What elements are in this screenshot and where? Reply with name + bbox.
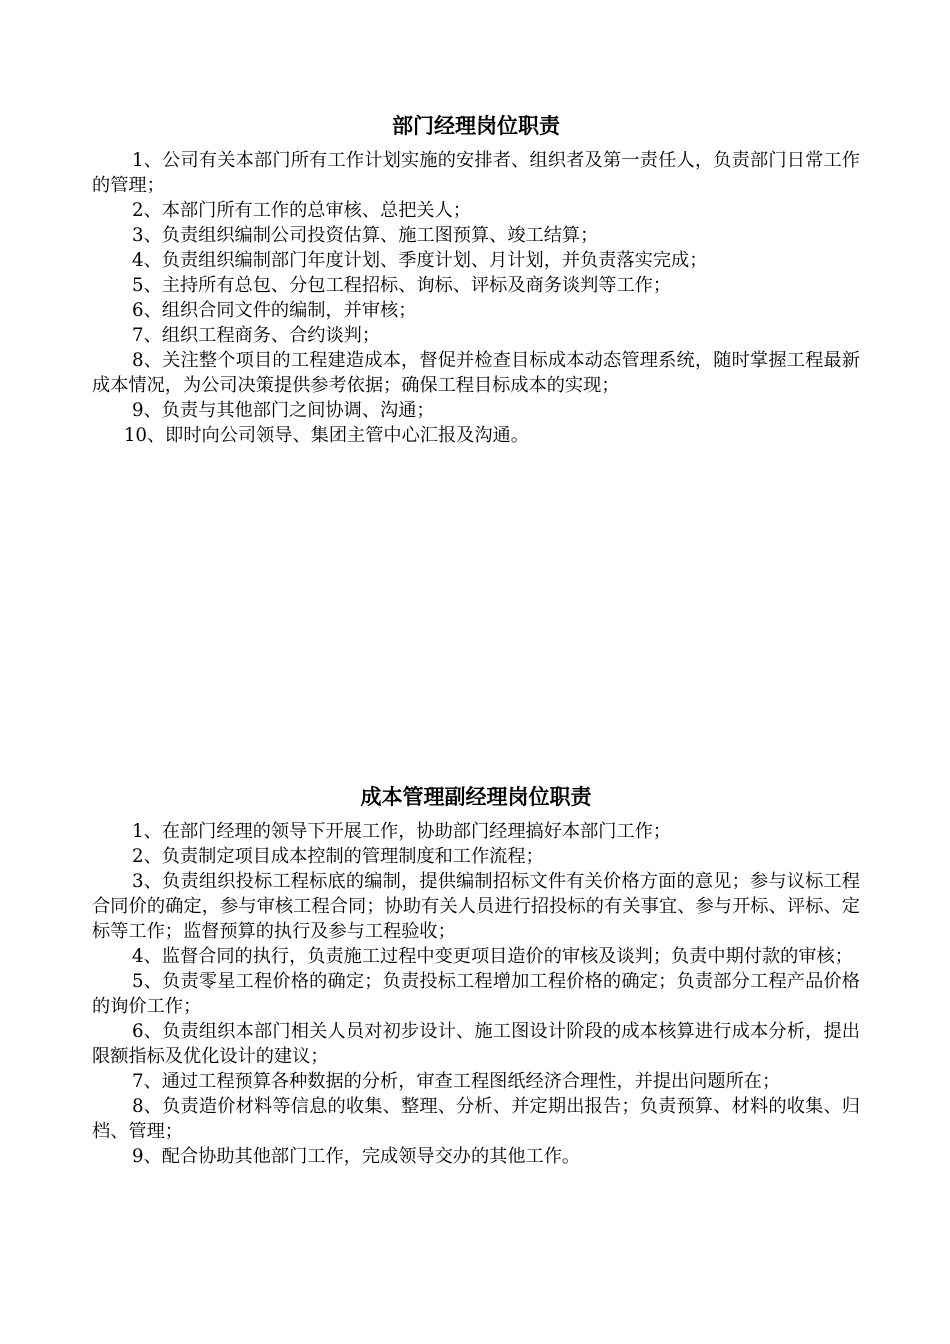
duty-item-9: 9、配合协助其他部门工作，完成领导交办的其他工作。	[132, 1146, 581, 1167]
duty-item-9: 9、负责与其他部门之间协调、沟通；	[132, 400, 435, 421]
duty-item-6: 6、负责组织本部门相关人员对初步设计、施工图设计阶段的成本核算进行成本分析，提出限额指标及优化设计的建议；	[92, 1021, 860, 1067]
duty-item-7: 7、通过工程预算各种数据的分析，审查工程图纸经济合理性，并提出问题所在；	[132, 1071, 781, 1092]
duty-item-6: 6、组织合同文件的编制，并审核；	[132, 300, 417, 321]
duty-item-3: 3、负责组织投标工程标底的编制，提供编制招标文件有关价格方面的意见；参与议标工程合同价的确定，参与审核工程合同；协助有关人员进行招投标的有关事宜、参与开标、评标、定标等工作；监督预算的执行及参与工程验收；	[92, 871, 860, 942]
section-title: 成本管理副经理岗位职责	[360, 785, 592, 809]
duty-item-2: 2、负责制定项目成本控制的管理制度和工作流程；	[132, 846, 544, 867]
duty-item-2: 2、本部门所有工作的总审核、总把关人；	[132, 200, 471, 221]
duty-item-4: 4、监督合同的执行，负责施工过程中变更项目造价的审核及谈判；负责中期付款的审核；	[132, 946, 853, 967]
duty-item-8: 8、负责造价材料等信息的收集、整理、分析、并定期出报告；负责预算、材料的收集、归档、管理；	[92, 1096, 860, 1142]
duty-item-5: 5、负责零星工程价格的确定；负责投标工程增加工程价格的确定；负责部分工程产品价格的询价工作；	[92, 971, 860, 1017]
duty-item-1: 1、在部门经理的领导下开展工作，协助部门经理搞好本部门工作；	[132, 821, 672, 842]
section-cost-deputy-manager-duties	[92, 781, 860, 1169]
duty-item-10: 10、即时向公司领导、集团主管中心汇报及沟通。	[123, 425, 529, 446]
duty-item-5: 5、主持所有总包、分包工程招标、询标、评标及商务谈判等工作；	[132, 275, 672, 296]
section-title: 部门经理岗位职责	[392, 114, 560, 138]
section-department-manager-duties	[92, 110, 860, 448]
duty-item-4: 4、负责组织编制部门年度计划、季度计划、月计划，并负责落实完成；	[132, 250, 708, 271]
duty-item-8: 8、关注整个项目的工程建造成本，督促并检查目标成本动态管理系统，随时掌握工程最新成本情况，为公司决策提供参考依据；确保工程目标成本的实现；	[92, 350, 860, 396]
duty-item-1: 1、公司有关本部门所有工作计划实施的安排者、组织者及第一责任人，负责部门日常工作的管理；	[92, 150, 860, 196]
duty-item-3: 3、负责组织编制公司投资估算、施工图预算、竣工结算；	[132, 225, 599, 246]
duty-item-7: 7、组织工程商务、合约谈判；	[132, 325, 381, 346]
